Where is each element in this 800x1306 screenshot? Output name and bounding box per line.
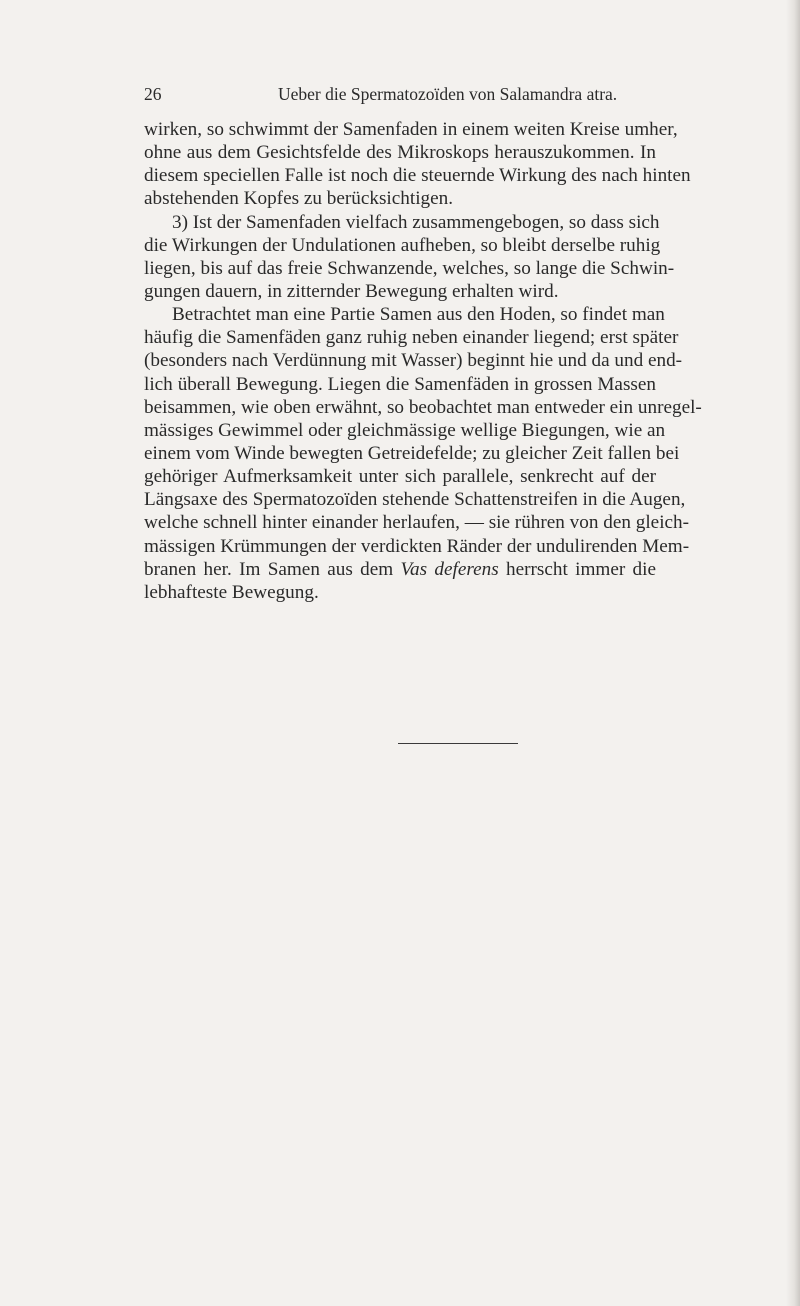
text-line: lebhafteste Bewegung.: [144, 581, 319, 603]
text-line: lich überall Bewegung. Liegen die Samenfäden in grossen Massen: [144, 373, 656, 395]
text-line-mixed: [144, 558, 656, 581]
text-line: diesem speciellen Falle ist noch die steuernde Wirkung des nach hinten: [144, 165, 691, 187]
text-line: Längsaxe des Spermatozoïden stehende Schattenstreifen in die Augen,: [144, 489, 686, 511]
text-line: Betrachtet man eine Partie Samen aus den Hoden, so findet man: [172, 304, 665, 326]
text-line: mässiges Gewimmel oder gleichmässige wellige Biegungen, wie an: [144, 419, 666, 441]
text-line: häufig die Samenfäden ganz ruhig neben einander liegend; erst später: [144, 327, 679, 349]
text-line: 3) Ist der Samenfaden vielfach zusammengebogen, so dass sich: [172, 211, 660, 233]
text-line: (besonders nach Verdünnung mit Wasser) beginnt hie und da und end-: [144, 350, 683, 372]
text-line: ohne aus dem Gesichtsfelde des Mikroskops herauszukommen. In: [144, 142, 656, 164]
section-divider: [398, 743, 518, 744]
page-header: [144, 84, 656, 110]
text-line: welche schnell hinter einander herlaufen, — sie rühren von den gleich-: [144, 512, 690, 534]
text-line: liegen, bis auf das freie Schwanzende, welches, so lange die Schwin-: [144, 257, 675, 279]
text-segment: branen her. Im Samen aus dem: [144, 558, 394, 580]
text-line: beisammen, wie oben erwähnt, so beobachtet man entweder ein unregel-: [144, 396, 702, 418]
text-segment: herrscht immer die: [506, 558, 656, 580]
text-line: gungen dauern, in zitternder Bewegung erhalten wird.: [144, 280, 559, 302]
text-line: die Wirkungen der Undulationen aufheben, so bleibt derselbe ruhig: [144, 234, 661, 256]
text-line: abstehenden Kopfes zu berücksichtigen.: [144, 188, 454, 210]
running-title: Ueber die Spermatozoïden von Salamandra atra.: [278, 84, 618, 104]
body-text: [144, 118, 702, 604]
text-line: wirken, so schwimmt der Samenfaden in einem weiten Kreise umher,: [144, 119, 678, 140]
page-number: 26: [144, 84, 162, 104]
page-edge-shadow: [786, 0, 800, 1306]
latin-term: Vas deferens: [400, 558, 499, 580]
text-line: einem vom Winde bewegten Getreidefelde; zu gleicher Zeit fallen bei: [144, 442, 680, 464]
text-line: mässigen Krümmungen der verdickten Ränder der undulirenden Mem-: [144, 535, 690, 557]
text-line: gehöriger Aufmerksamkeit unter sich parallele, senkrecht auf der: [144, 466, 656, 488]
